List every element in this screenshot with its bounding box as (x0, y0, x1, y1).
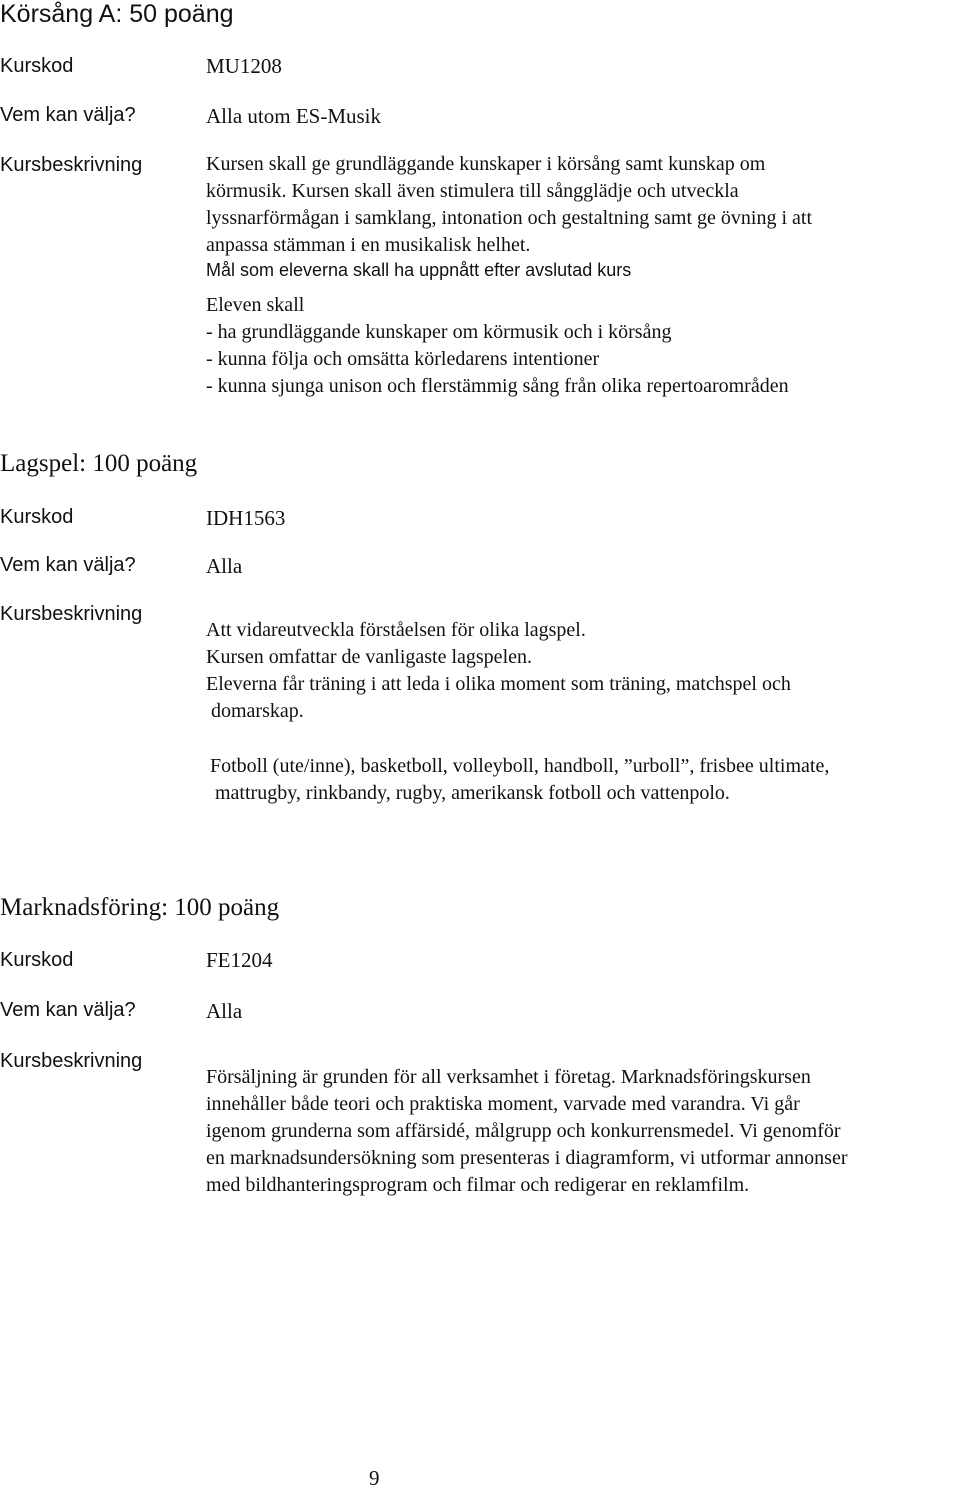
label-kurskod: Kurskod (0, 55, 74, 77)
course-code: FE1204 (206, 948, 273, 972)
description-line: lyssnarförmågan i samklang, intonation och gestaltning samt ge övning i att (206, 207, 812, 229)
sports-line: mattrugby, rinkbandy, rugby, amerikansk fotboll och vattenpolo. (210, 782, 730, 804)
description-line: en marknadsundersökning som presenteras i diagramform, vi utformar annonser (206, 1147, 848, 1169)
eligibility: Alla (206, 999, 243, 1023)
description-line: Kursen omfattar de vanligaste lagspelen. (206, 646, 532, 668)
eligibility: Alla utom ES-Musik (206, 104, 382, 128)
description-line: igenom grunderna som affärsidé, målgrupp och konkurrensmedel. Vi genomför (206, 1120, 841, 1142)
description-line: Försäljning är grunden för all verksamhet i företag. Marknadsföringskursen (206, 1066, 811, 1088)
label-kurskod: Kurskod (0, 949, 74, 971)
label-vem-kan-valja: Vem kan välja? (0, 554, 136, 576)
goals-heading: Mål som eleverna skall ha uppnått efter avslutad kurs (206, 260, 632, 280)
course-description (206, 1064, 847, 1199)
description-line: Att vidareutveckla förståelsen för olika lagspel. (206, 619, 586, 641)
goal-line: - kunna sjunga unison och flerstämmig sång från olika repertoarområden (206, 375, 789, 397)
label-vem-kan-valja: Vem kan välja? (0, 999, 136, 1021)
course-description (206, 617, 791, 725)
description-line: innehåller både teori och praktiska moment, varvade med varandra. Vi går (206, 1093, 800, 1115)
label-kurskod: Kurskod (0, 506, 74, 528)
goals-list (206, 292, 789, 400)
section-title-korsang: Körsång A: 50 poäng (0, 0, 234, 28)
label-kursbeskrivning: Kursbeskrivning (0, 603, 143, 625)
course-code: IDH1563 (206, 506, 286, 530)
course-code: MU1208 (206, 54, 282, 78)
sports-list (210, 753, 829, 807)
label-kursbeskrivning: Kursbeskrivning (0, 1050, 143, 1072)
label-kursbeskrivning: Kursbeskrivning (0, 154, 143, 176)
description-line: körmusik. Kursen skall även stimulera till sångglädje och utveckla (206, 180, 739, 202)
section-title-lagspel: Lagspel: 100 poäng (0, 450, 198, 477)
section-title-marknadsforing: Marknadsföring: 100 poäng (0, 894, 280, 921)
description-line: Eleverna får träning i att leda i olika moment som träning, matchspel och (206, 673, 791, 695)
description-line: Kursen skall ge grundläggande kunskaper i körsång samt kunskap om (206, 153, 766, 175)
label-vem-kan-valja: Vem kan välja? (0, 104, 136, 126)
sports-line: Fotboll (ute/inne), basketboll, volleyboll, handboll, ”urboll”, frisbee ultimate, (210, 755, 830, 777)
description-line: med bildhanteringsprogram och filmar och redigerar en reklamfilm. (206, 1174, 750, 1196)
goal-line: Eleven skall (206, 294, 305, 316)
eligibility: Alla (206, 554, 243, 578)
page-number: 9 (369, 1466, 380, 1490)
goal-line: - kunna följa och omsätta körledarens intentioner (206, 348, 600, 370)
description-line: anpassa stämman i en musikalisk helhet. (206, 234, 531, 256)
course-description (206, 151, 812, 259)
description-line: domarskap. (206, 700, 304, 722)
goal-line: - ha grundläggande kunskaper om körmusik och i körsång (206, 321, 672, 343)
